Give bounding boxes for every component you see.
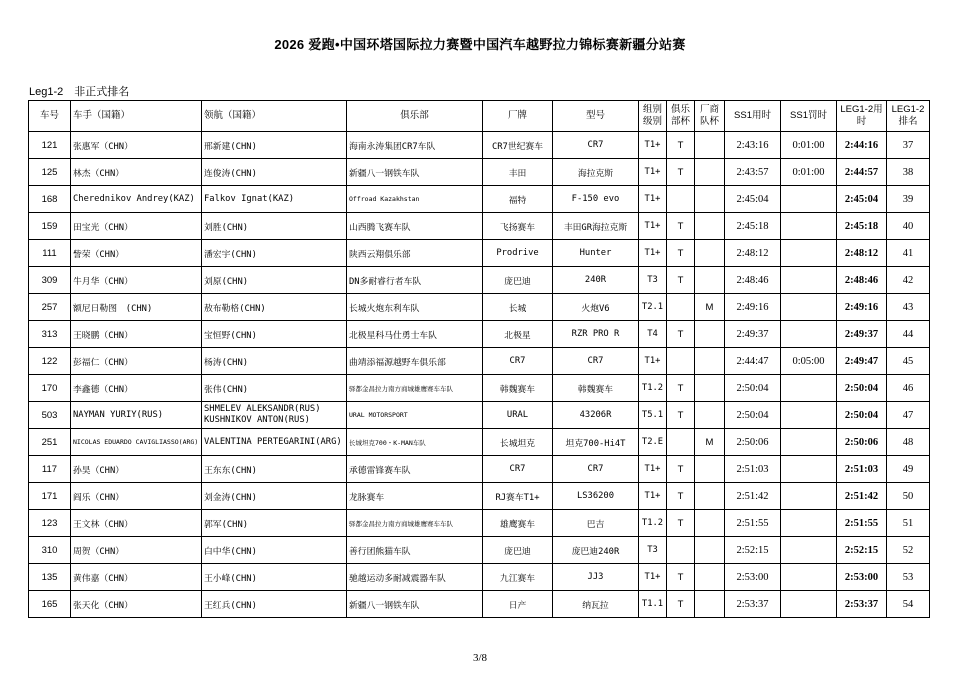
cell-ss1-time: 2:50:04	[725, 375, 781, 402]
cell-driver: 阎乐（CHN）	[71, 483, 202, 510]
cell-ss1-time: 2:50:04	[725, 402, 781, 429]
table-row	[29, 186, 930, 213]
cell-maker-cup	[695, 564, 725, 591]
cell-leg-rank: 39	[887, 186, 930, 213]
cell-ss1-penalty	[781, 186, 837, 213]
cell-ss1-time: 2:45:04	[725, 186, 781, 213]
cell-model: CR7	[553, 348, 639, 375]
cell-navigator: 敖布勒格(CHN)	[202, 294, 347, 321]
cell-brand: 雄鹰赛车	[483, 510, 553, 537]
cell-model: 丰田GR海拉克斯	[553, 213, 639, 240]
cell-brand: 韩魏赛车	[483, 375, 553, 402]
cell-maker-cup	[695, 537, 725, 564]
cell-driver: 訾荣（CHN）	[71, 240, 202, 267]
cell-driver: 额尼日勒图 (CHN)	[71, 294, 202, 321]
cell-driver: 周贺（CHN）	[71, 537, 202, 564]
cell-ss1-time: 2:53:00	[725, 564, 781, 591]
cell-group: T1+	[639, 186, 667, 213]
cell-ss1-penalty	[781, 402, 837, 429]
table-row	[29, 510, 930, 537]
header-ss1-penalty: SS1罚时	[781, 101, 837, 132]
cell-navigator: 郭军(CHN)	[202, 510, 347, 537]
cell-leg-time: 2:50:04	[837, 375, 887, 402]
cell-leg-rank: 44	[887, 321, 930, 348]
cell-ss1-time: 2:51:03	[725, 456, 781, 483]
cell-maker-cup	[695, 348, 725, 375]
cell-car-no: 310	[29, 537, 71, 564]
cell-ss1-time: 2:43:16	[725, 132, 781, 159]
cell-club-cup: T	[667, 267, 695, 294]
table-row	[29, 402, 930, 429]
cell-leg-time: 2:49:47	[837, 348, 887, 375]
cell-maker-cup	[695, 186, 725, 213]
cell-group: T3	[639, 537, 667, 564]
cell-navigator: 连俊涛(CHN)	[202, 159, 347, 186]
cell-leg-rank: 49	[887, 456, 930, 483]
table-row	[29, 267, 930, 294]
cell-ss1-time: 2:50:06	[725, 429, 781, 456]
cell-club: 驰越运动多耐减震器车队	[347, 564, 483, 591]
cell-club: URAL MOTORSPORT	[347, 402, 483, 429]
cell-club-cup: T	[667, 456, 695, 483]
cell-model: 240R	[553, 267, 639, 294]
cell-navigator: 刘原(CHN)	[202, 267, 347, 294]
cell-model: 庞巴迪240R	[553, 537, 639, 564]
cell-ss1-penalty: 0:05:00	[781, 348, 837, 375]
cell-car-no: 111	[29, 240, 71, 267]
header-group: 组别级别	[639, 101, 667, 132]
cell-maker-cup	[695, 321, 725, 348]
cell-driver: 孙昊（CHN）	[71, 456, 202, 483]
cell-ss1-penalty	[781, 483, 837, 510]
cell-brand: 日产	[483, 591, 553, 618]
cell-ss1-time: 2:53:37	[725, 591, 781, 618]
cell-brand: 飞扬赛车	[483, 213, 553, 240]
cell-brand: 长城坦克	[483, 429, 553, 456]
cell-driver: 王文林（CHN）	[71, 510, 202, 537]
cell-maker-cup	[695, 510, 725, 537]
cell-leg-time: 2:51:03	[837, 456, 887, 483]
cell-group: T1.1	[639, 591, 667, 618]
cell-brand: 九江赛车	[483, 564, 553, 591]
cell-group: T1+	[639, 564, 667, 591]
cell-club: 曲靖添福源越野车俱乐部	[347, 348, 483, 375]
cell-leg-time: 2:48:46	[837, 267, 887, 294]
cell-model: 巴吉	[553, 510, 639, 537]
cell-brand: 庞巴迪	[483, 537, 553, 564]
cell-ss1-penalty: 0:01:00	[781, 159, 837, 186]
table-row	[29, 321, 930, 348]
cell-model: F-150 evo	[553, 186, 639, 213]
cell-driver: 黄伟嘉（CHN）	[71, 564, 202, 591]
cell-maker-cup: M	[695, 294, 725, 321]
cell-car-no: 125	[29, 159, 71, 186]
cell-maker-cup	[695, 402, 725, 429]
cell-group: T2.E	[639, 429, 667, 456]
cell-leg-time: 2:52:15	[837, 537, 887, 564]
cell-ss1-penalty: 0:01:00	[781, 132, 837, 159]
cell-navigator: 王小峰(CHN)	[202, 564, 347, 591]
cell-ss1-time: 2:48:12	[725, 240, 781, 267]
cell-model: 纳瓦拉	[553, 591, 639, 618]
cell-group: T1+	[639, 159, 667, 186]
cell-leg-time: 2:49:37	[837, 321, 887, 348]
cell-group: T1+	[639, 348, 667, 375]
cell-club: 长城火炮东利车队	[347, 294, 483, 321]
header-club-cup: 俱乐部杯	[667, 101, 695, 132]
header-maker-cup: 厂商队杯	[695, 101, 725, 132]
cell-brand: CR7	[483, 348, 553, 375]
cell-navigator: 王红兵(CHN)	[202, 591, 347, 618]
cell-maker-cup	[695, 213, 725, 240]
cell-club: 长城坦克700・K-MAN车队	[347, 429, 483, 456]
cell-ss1-penalty	[781, 537, 837, 564]
cell-club: 北极星科马仕勇士车队	[347, 321, 483, 348]
cell-ss1-time: 2:43:57	[725, 159, 781, 186]
cell-driver: 林杰（CHN）	[71, 159, 202, 186]
cell-group: T1.2	[639, 375, 667, 402]
cell-leg-time: 2:50:06	[837, 429, 887, 456]
table-row	[29, 132, 930, 159]
table-row	[29, 591, 930, 618]
cell-club: 驿都金昌拉力南方商城雄鹰赛车车队	[347, 375, 483, 402]
cell-leg-rank: 37	[887, 132, 930, 159]
cell-ss1-penalty	[781, 294, 837, 321]
cell-club: 陕西云翔俱乐部	[347, 240, 483, 267]
cell-model: JJ3	[553, 564, 639, 591]
cell-club: 海南永涛集团CR7车队	[347, 132, 483, 159]
cell-car-no: 117	[29, 456, 71, 483]
navigator-line: KUSHNIKOV ANTON(RUS)	[204, 415, 310, 425]
table-row	[29, 537, 930, 564]
cell-club-cup: T	[667, 564, 695, 591]
cell-car-no: 121	[29, 132, 71, 159]
cell-ss1-penalty	[781, 429, 837, 456]
cell-car-no: 171	[29, 483, 71, 510]
cell-navigator: 刘金涛(CHN)	[202, 483, 347, 510]
cell-driver: 王晓鹏（CHN）	[71, 321, 202, 348]
cell-car-no: 503	[29, 402, 71, 429]
cell-leg-rank: 53	[887, 564, 930, 591]
cell-car-no: 168	[29, 186, 71, 213]
cell-club: 新疆八一钢铁车队	[347, 591, 483, 618]
header-ss1-time: SS1用时	[725, 101, 781, 132]
cell-navigator: 张伟(CHN)	[202, 375, 347, 402]
cell-model: 韩魏赛车	[553, 375, 639, 402]
cell-ss1-time: 2:44:47	[725, 348, 781, 375]
cell-maker-cup	[695, 456, 725, 483]
cell-group: T1+	[639, 213, 667, 240]
cell-brand: 长城	[483, 294, 553, 321]
cell-car-no: 122	[29, 348, 71, 375]
cell-car-no: 135	[29, 564, 71, 591]
header-model: 型号	[553, 101, 639, 132]
cell-model: CR7	[553, 132, 639, 159]
cell-group: T1+	[639, 483, 667, 510]
cell-club: DN多耐睿行者车队	[347, 267, 483, 294]
cell-brand: RJ赛车T1+	[483, 483, 553, 510]
cell-leg-rank: 43	[887, 294, 930, 321]
cell-leg-rank: 51	[887, 510, 930, 537]
cell-car-no: 251	[29, 429, 71, 456]
cell-club-cup	[667, 348, 695, 375]
cell-ss1-time: 2:51:55	[725, 510, 781, 537]
cell-leg-rank: 48	[887, 429, 930, 456]
table-row	[29, 294, 930, 321]
cell-leg-time: 2:45:04	[837, 186, 887, 213]
table-row	[29, 240, 930, 267]
cell-leg-time: 2:45:18	[837, 213, 887, 240]
cell-driver: NICOLAS EDUARDO CAVIGLIASSO(ARG)	[71, 429, 202, 456]
header-club: 俱乐部	[347, 101, 483, 132]
cell-group: T1+	[639, 240, 667, 267]
cell-maker-cup	[695, 159, 725, 186]
cell-car-no: 170	[29, 375, 71, 402]
cell-driver: 田宝光（CHN）	[71, 213, 202, 240]
cell-leg-rank: 47	[887, 402, 930, 429]
cell-brand: 北极星	[483, 321, 553, 348]
cell-club-cup: T	[667, 375, 695, 402]
cell-group: T5.1	[639, 402, 667, 429]
header-car-no: 车号	[29, 101, 71, 132]
cell-car-no: 257	[29, 294, 71, 321]
cell-car-no: 309	[29, 267, 71, 294]
cell-navigator: 宝恒野(CHN)	[202, 321, 347, 348]
cell-navigator	[202, 402, 347, 429]
cell-driver: 彭福仁（CHN）	[71, 348, 202, 375]
cell-group: T2.1	[639, 294, 667, 321]
cell-leg-rank: 41	[887, 240, 930, 267]
cell-maker-cup	[695, 240, 725, 267]
cell-club-cup: T	[667, 591, 695, 618]
cell-leg-time: 2:51:55	[837, 510, 887, 537]
cell-leg-rank: 54	[887, 591, 930, 618]
cell-club-cup: T	[667, 240, 695, 267]
cell-ss1-time: 2:48:46	[725, 267, 781, 294]
header-leg-time: LEG1-2用时	[837, 101, 887, 132]
cell-navigator: 邢新建(CHN)	[202, 132, 347, 159]
cell-brand: 福特	[483, 186, 553, 213]
cell-car-no: 313	[29, 321, 71, 348]
results-table	[28, 100, 930, 618]
cell-group: T1.2	[639, 510, 667, 537]
table-row	[29, 429, 930, 456]
cell-ss1-time: 2:51:42	[725, 483, 781, 510]
table-row	[29, 159, 930, 186]
cell-maker-cup	[695, 132, 725, 159]
cell-driver: 张天化（CHN）	[71, 591, 202, 618]
cell-driver: 李鑫德（CHN）	[71, 375, 202, 402]
cell-driver: 牛月华（CHN）	[71, 267, 202, 294]
cell-model: CR7	[553, 456, 639, 483]
cell-model: Hunter	[553, 240, 639, 267]
cell-driver: 张惠军（CHN）	[71, 132, 202, 159]
cell-ss1-penalty	[781, 213, 837, 240]
cell-group: T4	[639, 321, 667, 348]
cell-car-no: 165	[29, 591, 71, 618]
cell-navigator: Falkov Ignat(KAZ)	[202, 186, 347, 213]
cell-leg-time: 2:44:57	[837, 159, 887, 186]
cell-club-cup: T	[667, 321, 695, 348]
table-row	[29, 375, 930, 402]
cell-navigator: 潘宏宇(CHN)	[202, 240, 347, 267]
header-driver: 车手（国籍）	[71, 101, 202, 132]
header-brand: 厂牌	[483, 101, 553, 132]
table-header-row	[29, 101, 930, 132]
cell-club-cup	[667, 429, 695, 456]
cell-brand: URAL	[483, 402, 553, 429]
cell-navigator: 刘胜(CHN)	[202, 213, 347, 240]
cell-navigator: VALENTINA PERTEGARINI(ARG)	[202, 429, 347, 456]
cell-navigator: 白中华(CHN)	[202, 537, 347, 564]
cell-club: 新疆八一钢铁车队	[347, 159, 483, 186]
cell-model: 43206R	[553, 402, 639, 429]
cell-ss1-penalty	[781, 510, 837, 537]
cell-ss1-time: 2:45:18	[725, 213, 781, 240]
cell-driver: Cherednikov Andrey(KAZ)	[71, 186, 202, 213]
page-number: 3/8	[472, 652, 488, 664]
cell-brand: Prodrive	[483, 240, 553, 267]
cell-group: T1+	[639, 132, 667, 159]
cell-model: 火炮V6	[553, 294, 639, 321]
ranking-subtitle: Leg1-2 非正式排名	[29, 86, 130, 98]
cell-leg-rank: 45	[887, 348, 930, 375]
cell-ss1-penalty	[781, 591, 837, 618]
table-row	[29, 348, 930, 375]
cell-ss1-penalty	[781, 375, 837, 402]
table-row	[29, 456, 930, 483]
cell-leg-time: 2:53:37	[837, 591, 887, 618]
cell-car-no: 159	[29, 213, 71, 240]
cell-club-cup	[667, 294, 695, 321]
cell-club: 山西腾飞赛车队	[347, 213, 483, 240]
cell-model: 海拉克斯	[553, 159, 639, 186]
cell-ss1-penalty	[781, 456, 837, 483]
cell-ss1-penalty	[781, 321, 837, 348]
table-row	[29, 483, 930, 510]
cell-car-no: 123	[29, 510, 71, 537]
cell-ss1-penalty	[781, 267, 837, 294]
cell-club-cup: T	[667, 510, 695, 537]
cell-leg-time: 2:53:00	[837, 564, 887, 591]
cell-navigator: 杨涛(CHN)	[202, 348, 347, 375]
navigator-line: SHMELEV ALEKSANDR(RUS)	[204, 404, 321, 414]
cell-leg-time: 2:51:42	[837, 483, 887, 510]
cell-model: LS36200	[553, 483, 639, 510]
cell-club: 驿都金昌拉力南方商城雄鹰赛车车队	[347, 510, 483, 537]
cell-maker-cup	[695, 267, 725, 294]
cell-leg-time: 2:50:04	[837, 402, 887, 429]
cell-leg-rank: 42	[887, 267, 930, 294]
cell-leg-time: 2:49:16	[837, 294, 887, 321]
cell-ss1-penalty	[781, 240, 837, 267]
cell-brand: 庞巴迪	[483, 267, 553, 294]
cell-leg-time: 2:48:12	[837, 240, 887, 267]
cell-maker-cup	[695, 483, 725, 510]
cell-club-cup	[667, 537, 695, 564]
cell-maker-cup	[695, 591, 725, 618]
table-row	[29, 213, 930, 240]
cell-leg-time: 2:44:16	[837, 132, 887, 159]
cell-maker-cup: M	[695, 429, 725, 456]
cell-leg-rank: 38	[887, 159, 930, 186]
header-leg-rank: LEG1-2排名	[887, 101, 930, 132]
cell-driver: NAYMAN YURIY(RUS)	[71, 402, 202, 429]
cell-club-cup: T	[667, 132, 695, 159]
cell-ss1-time: 2:52:15	[725, 537, 781, 564]
cell-club: 承德雷锋赛车队	[347, 456, 483, 483]
cell-club-cup: T	[667, 483, 695, 510]
cell-ss1-time: 2:49:37	[725, 321, 781, 348]
cell-navigator: 王东东(CHN)	[202, 456, 347, 483]
cell-club: 龙脉赛车	[347, 483, 483, 510]
cell-club-cup: T	[667, 213, 695, 240]
cell-brand: CR7世纪赛车	[483, 132, 553, 159]
cell-maker-cup	[695, 375, 725, 402]
cell-brand: CR7	[483, 456, 553, 483]
cell-club-cup: T	[667, 402, 695, 429]
cell-group: T1+	[639, 456, 667, 483]
cell-leg-rank: 50	[887, 483, 930, 510]
cell-club-cup	[667, 186, 695, 213]
cell-brand: 丰田	[483, 159, 553, 186]
cell-group: T3	[639, 267, 667, 294]
header-navigator: 领航（国籍）	[202, 101, 347, 132]
cell-leg-rank: 52	[887, 537, 930, 564]
page-title: 2026 爱跑•中国环塔国际拉力赛暨中国汽车越野拉力锦标赛新疆分站赛	[274, 37, 686, 52]
cell-model: RZR PRO R	[553, 321, 639, 348]
cell-ss1-penalty	[781, 564, 837, 591]
cell-leg-rank: 40	[887, 213, 930, 240]
cell-club-cup: T	[667, 159, 695, 186]
cell-club: 善行团熊猫车队	[347, 537, 483, 564]
cell-leg-rank: 46	[887, 375, 930, 402]
table-row	[29, 564, 930, 591]
cell-ss1-time: 2:49:16	[725, 294, 781, 321]
cell-club: Offroad Kazakhstan	[347, 186, 483, 213]
cell-model: 坦克700-Hi4T	[553, 429, 639, 456]
